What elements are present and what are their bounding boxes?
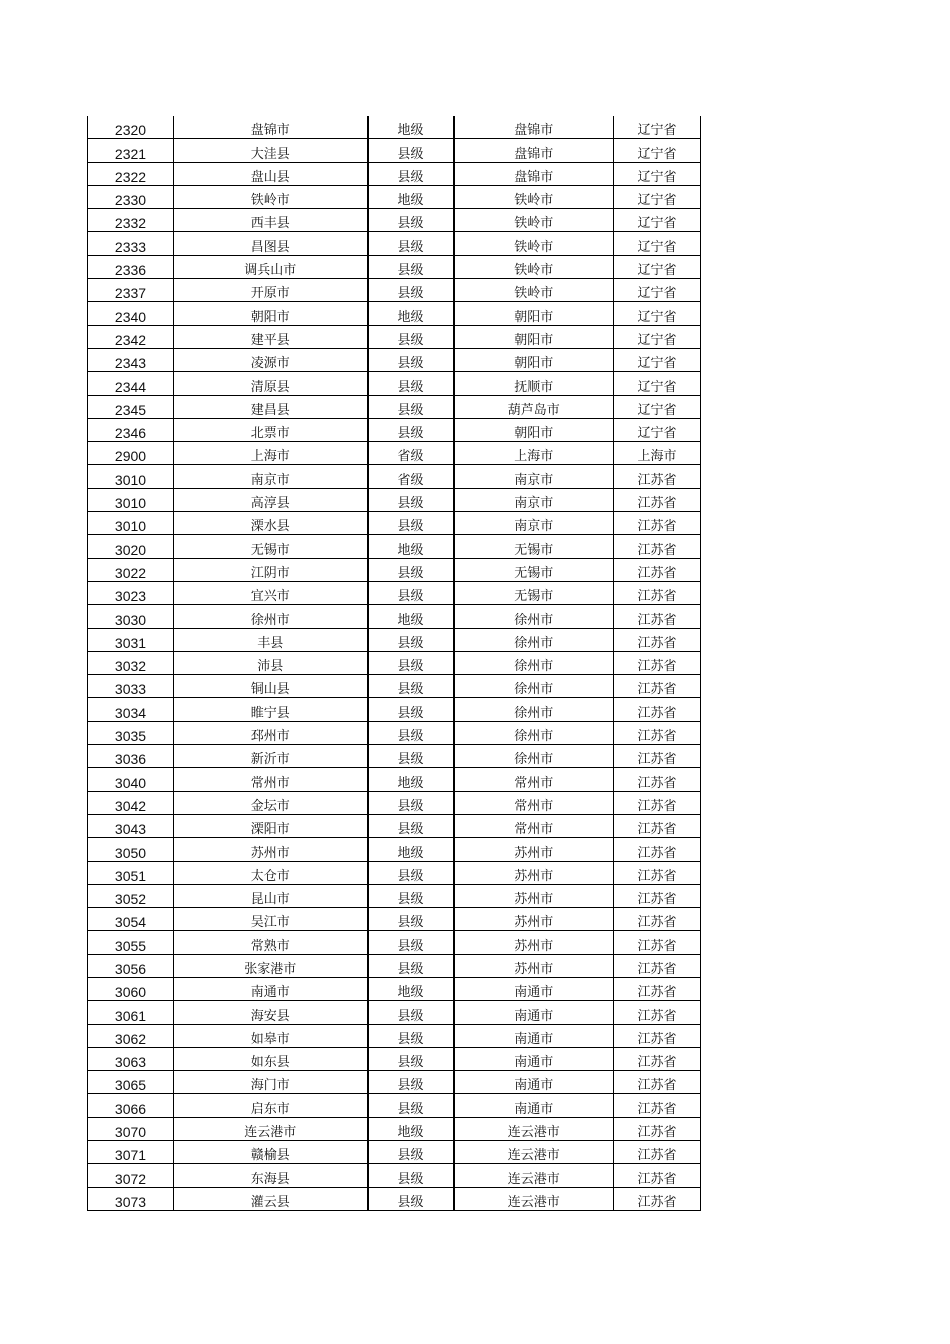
province-cell: 辽宁省 [614, 209, 701, 232]
province-cell: 辽宁省 [614, 116, 701, 139]
city-cell: 徐州市 [454, 745, 614, 768]
code-cell: 3060 [88, 977, 174, 1000]
code-cell: 3022 [88, 558, 174, 581]
level-cell: 县级 [368, 721, 454, 744]
code-cell: 3033 [88, 675, 174, 698]
name-cell: 昆山市 [174, 884, 368, 907]
level-cell: 地级 [368, 1117, 454, 1140]
city-cell: 南京市 [454, 465, 614, 488]
code-cell: 3051 [88, 861, 174, 884]
province-cell: 江苏省 [614, 698, 701, 721]
level-cell: 县级 [368, 861, 454, 884]
province-cell: 江苏省 [614, 908, 701, 931]
table-row [88, 116, 701, 139]
level-cell: 县级 [368, 1164, 454, 1187]
city-cell: 南京市 [454, 488, 614, 511]
code-cell: 3054 [88, 908, 174, 931]
province-cell: 辽宁省 [614, 255, 701, 278]
name-cell: 丰县 [174, 628, 368, 651]
table-row [88, 558, 701, 581]
name-cell: 海安县 [174, 1001, 368, 1024]
name-cell: 大洼县 [174, 139, 368, 162]
table-row [88, 465, 701, 488]
province-cell: 辽宁省 [614, 325, 701, 348]
province-cell: 江苏省 [614, 838, 701, 861]
code-cell: 2344 [88, 372, 174, 395]
level-cell: 县级 [368, 348, 454, 371]
code-cell: 3040 [88, 768, 174, 791]
city-cell: 无锡市 [454, 535, 614, 558]
province-cell: 辽宁省 [614, 185, 701, 208]
province-cell: 辽宁省 [614, 302, 701, 325]
province-cell: 江苏省 [614, 768, 701, 791]
level-cell: 县级 [368, 372, 454, 395]
name-cell: 吴江市 [174, 908, 368, 931]
level-cell: 县级 [368, 628, 454, 651]
code-cell: 2337 [88, 279, 174, 302]
code-cell: 3073 [88, 1187, 174, 1210]
code-cell: 3020 [88, 535, 174, 558]
level-cell: 县级 [368, 325, 454, 348]
city-cell: 连云港市 [454, 1164, 614, 1187]
code-cell: 3050 [88, 838, 174, 861]
city-cell: 徐州市 [454, 605, 614, 628]
city-cell: 葫芦岛市 [454, 395, 614, 418]
name-cell: 建平县 [174, 325, 368, 348]
city-cell: 徐州市 [454, 628, 614, 651]
level-cell: 地级 [368, 977, 454, 1000]
city-cell: 上海市 [454, 442, 614, 465]
city-cell: 南京市 [454, 512, 614, 535]
province-cell: 辽宁省 [614, 162, 701, 185]
table-row [88, 838, 701, 861]
city-cell: 徐州市 [454, 651, 614, 674]
name-cell: 新沂市 [174, 745, 368, 768]
level-cell: 县级 [368, 232, 454, 255]
name-cell: 高淳县 [174, 488, 368, 511]
name-cell: 如东县 [174, 1047, 368, 1070]
table-row [88, 675, 701, 698]
level-cell: 县级 [368, 1187, 454, 1210]
name-cell: 灌云县 [174, 1187, 368, 1210]
city-cell: 苏州市 [454, 861, 614, 884]
level-cell: 县级 [368, 814, 454, 837]
level-cell: 县级 [368, 488, 454, 511]
name-cell: 沛县 [174, 651, 368, 674]
name-cell: 睢宁县 [174, 698, 368, 721]
table-row [88, 1164, 701, 1187]
name-cell: 溧水县 [174, 512, 368, 535]
level-cell: 县级 [368, 139, 454, 162]
city-cell: 朝阳市 [454, 418, 614, 441]
level-cell: 县级 [368, 512, 454, 535]
code-cell: 2900 [88, 442, 174, 465]
table-row [88, 814, 701, 837]
city-cell: 苏州市 [454, 838, 614, 861]
province-cell: 江苏省 [614, 884, 701, 907]
code-cell: 3055 [88, 931, 174, 954]
city-cell: 盘锦市 [454, 162, 614, 185]
name-cell: 凌源市 [174, 348, 368, 371]
province-cell: 江苏省 [614, 1187, 701, 1210]
name-cell: 张家港市 [174, 954, 368, 977]
table-row [88, 791, 701, 814]
city-cell: 苏州市 [454, 908, 614, 931]
city-cell: 铁岭市 [454, 185, 614, 208]
table-row [88, 628, 701, 651]
code-cell: 3042 [88, 791, 174, 814]
code-cell: 3052 [88, 884, 174, 907]
level-cell: 省级 [368, 442, 454, 465]
table-row [88, 721, 701, 744]
code-cell: 2330 [88, 185, 174, 208]
level-cell: 县级 [368, 279, 454, 302]
province-cell: 辽宁省 [614, 348, 701, 371]
code-cell: 2332 [88, 209, 174, 232]
code-cell: 2343 [88, 348, 174, 371]
province-cell: 江苏省 [614, 651, 701, 674]
table-row [88, 698, 701, 721]
province-cell: 江苏省 [614, 628, 701, 651]
name-cell: 开原市 [174, 279, 368, 302]
table-row [88, 279, 701, 302]
city-cell: 铁岭市 [454, 255, 614, 278]
table-row [88, 442, 701, 465]
city-cell: 南通市 [454, 1001, 614, 1024]
table-row [88, 605, 701, 628]
level-cell: 地级 [368, 185, 454, 208]
city-cell: 苏州市 [454, 931, 614, 954]
region-code-table [87, 116, 701, 1211]
level-cell: 县级 [368, 418, 454, 441]
province-cell: 江苏省 [614, 1094, 701, 1117]
city-cell: 朝阳市 [454, 302, 614, 325]
table-row [88, 512, 701, 535]
city-cell: 常州市 [454, 791, 614, 814]
table-row [88, 884, 701, 907]
table-row [88, 1094, 701, 1117]
name-cell: 连云港市 [174, 1117, 368, 1140]
level-cell: 县级 [368, 1094, 454, 1117]
province-cell: 江苏省 [614, 1047, 701, 1070]
table-row [88, 185, 701, 208]
name-cell: 盘山县 [174, 162, 368, 185]
level-cell: 地级 [368, 605, 454, 628]
level-cell: 地级 [368, 535, 454, 558]
table-row [88, 232, 701, 255]
level-cell: 县级 [368, 255, 454, 278]
city-cell: 朝阳市 [454, 348, 614, 371]
name-cell: 南通市 [174, 977, 368, 1000]
province-cell: 江苏省 [614, 605, 701, 628]
code-cell: 3071 [88, 1141, 174, 1164]
name-cell: 建昌县 [174, 395, 368, 418]
code-cell: 3010 [88, 512, 174, 535]
code-cell: 3063 [88, 1047, 174, 1070]
province-cell: 辽宁省 [614, 418, 701, 441]
code-cell: 2340 [88, 302, 174, 325]
city-cell: 无锡市 [454, 581, 614, 604]
province-cell: 江苏省 [614, 977, 701, 1000]
province-cell: 江苏省 [614, 581, 701, 604]
province-cell: 江苏省 [614, 1071, 701, 1094]
code-cell: 3072 [88, 1164, 174, 1187]
code-cell: 3030 [88, 605, 174, 628]
city-cell: 铁岭市 [454, 279, 614, 302]
name-cell: 启东市 [174, 1094, 368, 1117]
city-cell: 徐州市 [454, 721, 614, 744]
name-cell: 清原县 [174, 372, 368, 395]
name-cell: 西丰县 [174, 209, 368, 232]
table-row [88, 931, 701, 954]
province-cell: 辽宁省 [614, 395, 701, 418]
code-cell: 2345 [88, 395, 174, 418]
province-cell: 江苏省 [614, 745, 701, 768]
name-cell: 江阴市 [174, 558, 368, 581]
level-cell: 县级 [368, 558, 454, 581]
level-cell: 县级 [368, 162, 454, 185]
city-cell: 常州市 [454, 814, 614, 837]
table-row [88, 162, 701, 185]
table-row [88, 255, 701, 278]
code-cell: 3034 [88, 698, 174, 721]
level-cell: 县级 [368, 908, 454, 931]
code-cell: 3031 [88, 628, 174, 651]
name-cell: 常州市 [174, 768, 368, 791]
code-cell: 3010 [88, 488, 174, 511]
city-cell: 苏州市 [454, 954, 614, 977]
table-row [88, 768, 701, 791]
province-cell: 辽宁省 [614, 139, 701, 162]
city-cell: 南通市 [454, 1071, 614, 1094]
name-cell: 如皋市 [174, 1024, 368, 1047]
table-row [88, 745, 701, 768]
province-cell: 江苏省 [614, 1141, 701, 1164]
province-cell: 辽宁省 [614, 372, 701, 395]
level-cell: 县级 [368, 931, 454, 954]
city-cell: 抚顺市 [454, 372, 614, 395]
code-cell: 3023 [88, 581, 174, 604]
province-cell: 江苏省 [614, 558, 701, 581]
level-cell: 地级 [368, 838, 454, 861]
table-body [88, 116, 701, 1210]
table-row [88, 325, 701, 348]
province-cell: 江苏省 [614, 1164, 701, 1187]
city-cell: 铁岭市 [454, 209, 614, 232]
province-cell: 江苏省 [614, 465, 701, 488]
name-cell: 朝阳市 [174, 302, 368, 325]
name-cell: 常熟市 [174, 931, 368, 954]
level-cell: 县级 [368, 675, 454, 698]
level-cell: 县级 [368, 581, 454, 604]
city-cell: 南通市 [454, 1094, 614, 1117]
code-cell: 2333 [88, 232, 174, 255]
table-row [88, 1024, 701, 1047]
province-cell: 江苏省 [614, 535, 701, 558]
province-cell: 江苏省 [614, 1024, 701, 1047]
code-cell: 2322 [88, 162, 174, 185]
name-cell: 无锡市 [174, 535, 368, 558]
name-cell: 苏州市 [174, 838, 368, 861]
name-cell: 东海县 [174, 1164, 368, 1187]
level-cell: 县级 [368, 698, 454, 721]
code-cell: 3070 [88, 1117, 174, 1140]
city-cell: 南通市 [454, 977, 614, 1000]
name-cell: 邳州市 [174, 721, 368, 744]
code-cell: 3036 [88, 745, 174, 768]
level-cell: 县级 [368, 1071, 454, 1094]
province-cell: 江苏省 [614, 675, 701, 698]
code-cell: 3035 [88, 721, 174, 744]
name-cell: 太仓市 [174, 861, 368, 884]
city-cell: 朝阳市 [454, 325, 614, 348]
table-row [88, 1141, 701, 1164]
province-cell: 辽宁省 [614, 232, 701, 255]
name-cell: 铁岭市 [174, 185, 368, 208]
code-cell: 3010 [88, 465, 174, 488]
level-cell: 地级 [368, 768, 454, 791]
table-row [88, 535, 701, 558]
province-cell: 辽宁省 [614, 279, 701, 302]
code-cell: 3062 [88, 1024, 174, 1047]
code-cell: 2346 [88, 418, 174, 441]
province-cell: 江苏省 [614, 488, 701, 511]
level-cell: 地级 [368, 302, 454, 325]
name-cell: 海门市 [174, 1071, 368, 1094]
table-row [88, 1001, 701, 1024]
table-row [88, 139, 701, 162]
code-cell: 3043 [88, 814, 174, 837]
level-cell: 县级 [368, 209, 454, 232]
level-cell: 地级 [368, 116, 454, 139]
level-cell: 县级 [368, 745, 454, 768]
city-cell: 盘锦市 [454, 116, 614, 139]
name-cell: 赣榆县 [174, 1141, 368, 1164]
province-cell: 江苏省 [614, 1117, 701, 1140]
level-cell: 省级 [368, 465, 454, 488]
name-cell: 调兵山市 [174, 255, 368, 278]
name-cell: 昌图县 [174, 232, 368, 255]
level-cell: 县级 [368, 1024, 454, 1047]
table-row [88, 1047, 701, 1070]
level-cell: 县级 [368, 1047, 454, 1070]
province-cell: 江苏省 [614, 861, 701, 884]
name-cell: 北票市 [174, 418, 368, 441]
code-cell: 3065 [88, 1071, 174, 1094]
level-cell: 县级 [368, 791, 454, 814]
province-cell: 江苏省 [614, 954, 701, 977]
name-cell: 南京市 [174, 465, 368, 488]
table-row [88, 954, 701, 977]
province-cell: 江苏省 [614, 512, 701, 535]
city-cell: 常州市 [454, 768, 614, 791]
city-cell: 徐州市 [454, 698, 614, 721]
table-row [88, 908, 701, 931]
code-cell: 2342 [88, 325, 174, 348]
city-cell: 铁岭市 [454, 232, 614, 255]
level-cell: 县级 [368, 884, 454, 907]
name-cell: 徐州市 [174, 605, 368, 628]
spreadsheet-page [87, 116, 700, 1211]
code-cell: 2321 [88, 139, 174, 162]
table-row [88, 302, 701, 325]
province-cell: 江苏省 [614, 791, 701, 814]
code-cell: 3056 [88, 954, 174, 977]
table-row [88, 651, 701, 674]
name-cell: 金坛市 [174, 791, 368, 814]
name-cell: 宜兴市 [174, 581, 368, 604]
level-cell: 县级 [368, 651, 454, 674]
level-cell: 县级 [368, 1141, 454, 1164]
table-row [88, 488, 701, 511]
code-cell: 3066 [88, 1094, 174, 1117]
table-row [88, 209, 701, 232]
level-cell: 县级 [368, 954, 454, 977]
code-cell: 3061 [88, 1001, 174, 1024]
table-row [88, 1187, 701, 1210]
table-row [88, 861, 701, 884]
table-row [88, 977, 701, 1000]
table-row [88, 1117, 701, 1140]
code-cell: 2320 [88, 116, 174, 139]
province-cell: 江苏省 [614, 721, 701, 744]
table-row [88, 395, 701, 418]
name-cell: 溧阳市 [174, 814, 368, 837]
city-cell: 连云港市 [454, 1117, 614, 1140]
province-cell: 江苏省 [614, 814, 701, 837]
name-cell: 铜山县 [174, 675, 368, 698]
level-cell: 县级 [368, 395, 454, 418]
province-cell: 上海市 [614, 442, 701, 465]
city-cell: 盘锦市 [454, 139, 614, 162]
table-row [88, 372, 701, 395]
table-row [88, 581, 701, 604]
province-cell: 江苏省 [614, 931, 701, 954]
city-cell: 南通市 [454, 1047, 614, 1070]
city-cell: 南通市 [454, 1024, 614, 1047]
city-cell: 无锡市 [454, 558, 614, 581]
city-cell: 苏州市 [454, 884, 614, 907]
code-cell: 2336 [88, 255, 174, 278]
table-row [88, 1071, 701, 1094]
city-cell: 连云港市 [454, 1187, 614, 1210]
city-cell: 连云港市 [454, 1141, 614, 1164]
province-cell: 江苏省 [614, 1001, 701, 1024]
name-cell: 盘锦市 [174, 116, 368, 139]
code-cell: 3032 [88, 651, 174, 674]
level-cell: 县级 [368, 1001, 454, 1024]
table-row [88, 418, 701, 441]
table-row [88, 348, 701, 371]
city-cell: 徐州市 [454, 675, 614, 698]
name-cell: 上海市 [174, 442, 368, 465]
